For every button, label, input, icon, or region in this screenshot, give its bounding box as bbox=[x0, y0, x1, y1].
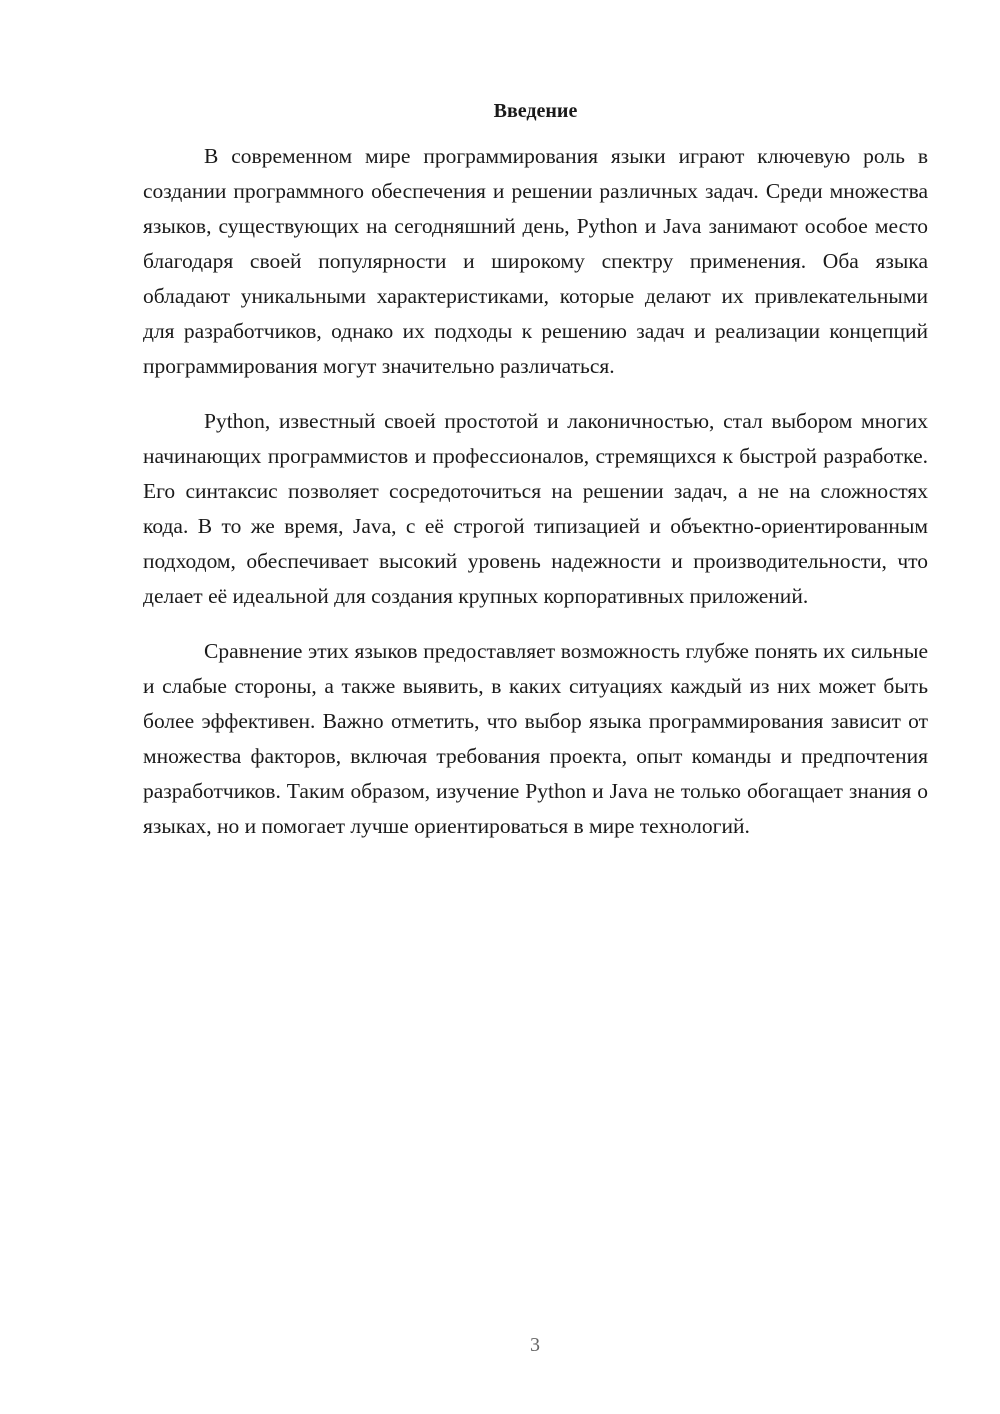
paragraph-3: Сравнение этих языков предоставляет возможность глубже понять их сильные и слабые стороны, а также выявить, в каких ситуациях каждый из них может быть более эффективен. Важно отметить, что выбор языка программирования зависит от множества факторов, включая требования проекта, опыт команды и предпочтения разработчиков. Таким образом, изучение Python и Java не только обогащает знания о языках, но и помогает лучше ориентироваться в мире технологий. bbox=[143, 639, 928, 838]
section-heading: Введение bbox=[493, 100, 578, 122]
paragraph-1: В современном мире программирования языки играют ключевую роль в создании программного обеспечения и решении различных задач. Среди множества языков, существующих на сегодняшний день, Python и Java занимают особое место благодаря своей популярности и широкому спектру применения. Оба языка обладают уникальными характеристиками, которые делают их привлекательными для разработчиков, однако их подходы к решению задач и реализации концепций программирования могут значительно различаться. bbox=[143, 144, 928, 378]
page-number: 3 bbox=[530, 1334, 540, 1356]
page-content bbox=[143, 95, 928, 864]
paragraph-2: Python, известный своей простотой и лаконичностью, стал выбором многих начинающих программистов и профессионалов, стремящихся к быстрой разработке. Его синтаксис позволяет сосредоточиться на решении задач, а не на сложностях кода. В то же время, Java, с её строгой типизацией и объектно-ориентированным подходом, обеспечивает высокий уровень надежности и производительности, что делает её идеальной для создания крупных корпоративных приложений. bbox=[143, 409, 928, 608]
